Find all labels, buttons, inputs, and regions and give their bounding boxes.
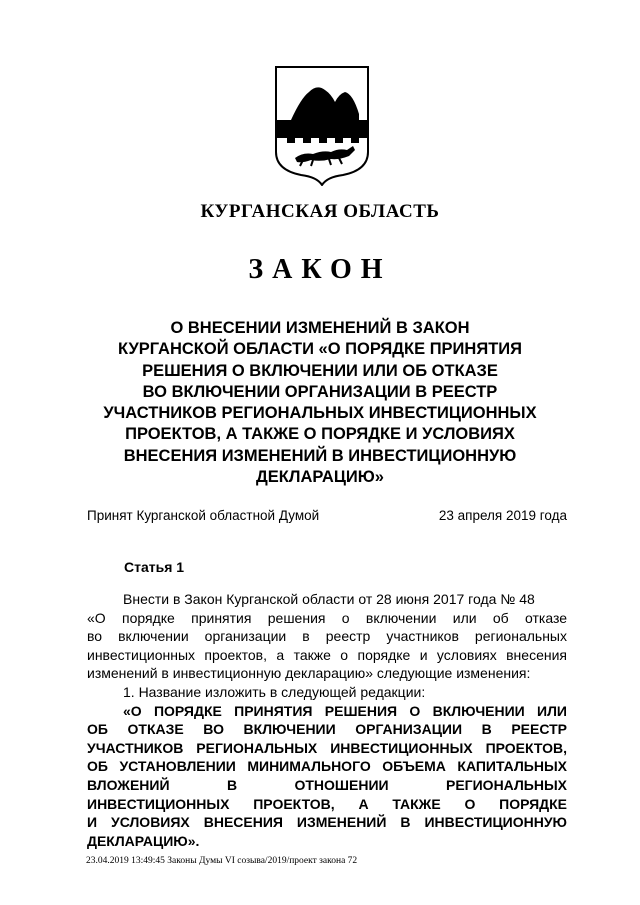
- body-line: инвестиционных проектов, а также о порядке и условиях внесения: [87, 646, 567, 663]
- law-title-line: ВО ВКЛЮЧЕНИИ ОРГАНИЗАЦИИ В РЕЕСТР: [142, 382, 498, 401]
- quote-line: ДЕКЛАРАЦИЮ».: [87, 832, 200, 849]
- article-heading: Статья 1: [124, 559, 185, 575]
- law-title: [90, 318, 550, 488]
- body-line: во включении организации в реестр участников региональных: [87, 628, 567, 645]
- law-title-line: О ВНЕСЕНИИ ИЗМЕНЕНИЙ В ЗАКОН: [170, 319, 470, 337]
- document-type: ЗАКОН: [248, 254, 392, 285]
- new-title-quote: [87, 702, 567, 851]
- body-line: «О порядке принятия решения о включении или об отказе: [87, 609, 567, 626]
- law-title-line: КУРГАНСКОЙ ОБЛАСТИ «О ПОРЯДКЕ ПРИНЯТИЯ: [117, 340, 522, 359]
- article-body: [87, 590, 567, 850]
- adoption-date: 23 апреля 2019 года: [438, 508, 567, 523]
- quote-line: УЧАСТНИКОВ РЕГИОНАЛЬНЫХ ИНВЕСТИЦИОННЫХ ПРОЕКТОВ,: [87, 739, 567, 756]
- adopted-by: Принят Курганской областной Думой: [87, 508, 320, 523]
- footer-file-info: 23.04.2019 13:49:45 Законы Думы VI созыва/2019/проект закона 72: [86, 856, 358, 866]
- body-line: изменений в инвестиционную декларацию» следующие изменения:: [87, 665, 531, 682]
- region-name: КУРГАНСКАЯ ОБЛАСТЬ: [200, 201, 440, 222]
- law-title-line: УЧАСТНИКОВ РЕГИОНАЛЬНЫХ ИНВЕСТИЦИОННЫХ: [103, 404, 537, 423]
- law-title-line: ПРОЕКТОВ, А ТАКЖЕ О ПОРЯДКЕ И УСЛОВИЯХ: [125, 425, 515, 444]
- quote-line: ОБ УСТАНОВЛЕНИИ МИНИМАЛЬНОГО ОБЪЕМА КАПИТАЛЬНЫХ: [87, 758, 567, 775]
- item-1: 1. Название изложить в следующей редакции:: [123, 683, 426, 700]
- quote-line: ОБ ОТКАЗЕ ВО ВКЛЮЧЕНИИ ОРГАНИЗАЦИИ В РЕЕСТР: [87, 721, 567, 738]
- body-line: Внести в Закон Курганской области от 28 июня 2017 года № 48: [123, 591, 535, 607]
- law-title-line: РЕШЕНИЯ О ВКЛЮЧЕНИИ ИЛИ ОБ ОТКАЗЕ: [142, 361, 498, 380]
- quote-line: «О ПОРЯДКЕ ПРИНЯТИЯ РЕШЕНИЯ О ВКЛЮЧЕНИИ ИЛИ: [123, 702, 567, 719]
- law-title-line: ВНЕСЕНИЯ ИЗМЕНЕНИЙ В ИНВЕСТИЦИОННУЮ: [123, 446, 517, 465]
- quote-line: И УСЛОВИЯХ ВНЕСЕНИЯ ИЗМЕНЕНИЙ В ИНВЕСТИЦИОННУЮ: [87, 814, 567, 831]
- quote-line: ИНВЕСТИЦИОННЫХ ПРОЕКТОВ, А ТАКЖЕ О ПОРЯДКЕ: [87, 795, 567, 812]
- law-title-line: ДЕКЛАРАЦИЮ»: [256, 468, 384, 487]
- quote-line: ВЛОЖЕНИЙ В ОТНОШЕНИИ РЕГИОНАЛЬНЫХ: [87, 776, 567, 793]
- kurgan-oblast-coat-of-arms-icon: [273, 64, 371, 186]
